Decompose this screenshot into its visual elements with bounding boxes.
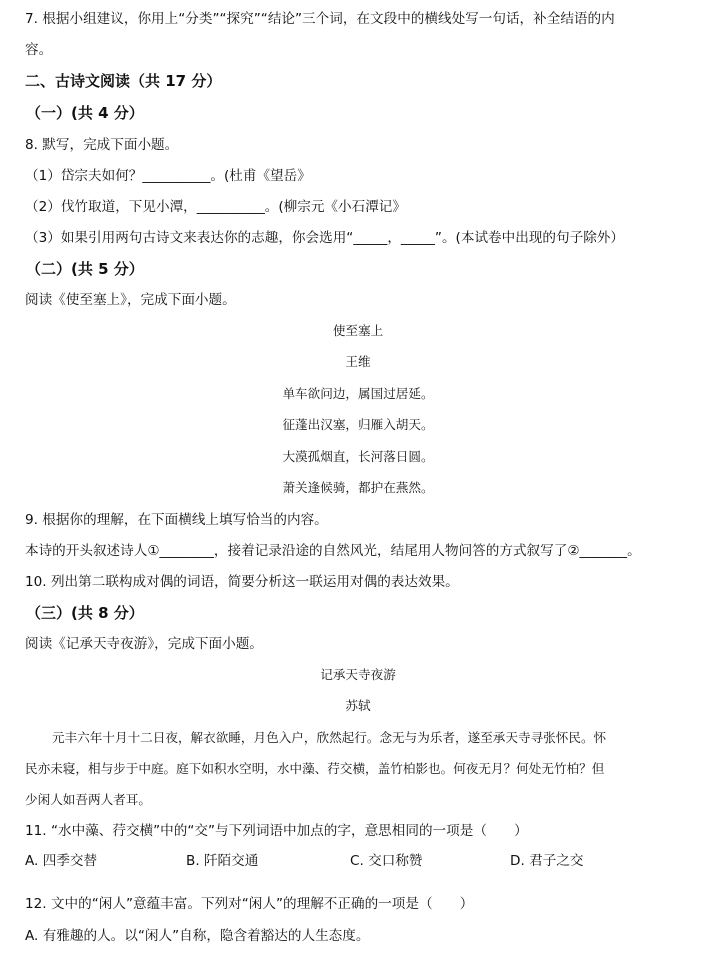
essay-author: 苏轼 [345, 698, 371, 713]
q7-line-1: 7. 根据小组建议，你用上“分类”“探究”“结论”三个词，在文段中的横线处写一句话，补全结语的内 [25, 11, 615, 27]
section-2-title: 二、古诗文阅读（共 17 分） [25, 72, 222, 90]
q11-option-b[interactable]: B. 阡陌交通 [186, 853, 259, 869]
q8-prompt: 8. 默写，完成下面小题。 [25, 137, 179, 153]
poem-author: 王维 [345, 354, 371, 369]
q12-option-a[interactable]: A. 有雅趣的人。以“闲人”自称，隐含着豁达的人生态度。 [25, 928, 370, 944]
part-3-intro: 阅读《记承天寺夜游》，完成下面小题。 [25, 636, 263, 652]
poem-title: 使至塞上 [332, 323, 384, 338]
q11-option-c[interactable]: C. 交口称赞 [350, 853, 423, 869]
q11-option-a[interactable]: A. 四季交替 [25, 853, 98, 869]
essay-line-2: 民亦未寝，相与步于中庭。庭下如积水空明，水中藻、荇交横，盖竹柏影也。何夜无月？何处无竹柏？但 [25, 761, 605, 776]
q11-option-d[interactable]: D. 君子之交 [510, 853, 584, 869]
poem-line-4: 萧关逢候骑，都护在燕然。 [282, 480, 434, 495]
part-2-title: （二）(共 5 分） [26, 260, 144, 278]
essay-title: 记承天寺夜游 [320, 667, 396, 682]
poem-line-1: 单车欲问边，属国过居延。 [282, 386, 434, 401]
q9-prompt: 9. 根据你的理解，在下面横线上填写恰当的内容。 [25, 512, 328, 528]
q11-prompt: 11. “水中藻、荇交横”中的“交”与下列词语中加点的字，意思相同的一项是（ ） [25, 823, 528, 839]
part-2-intro: 阅读《使至塞上》，完成下面小题。 [25, 292, 236, 308]
essay-line-3: 少闲人如吾两人者耳。 [25, 792, 151, 807]
q7-line-2: 容。 [25, 42, 53, 58]
essay-line-1: 元丰六年十月十二日夜，解衣欲睡，月色入户，欣然起行。念无与为乐者，遂至承天寺寻张怀民。怀 [52, 730, 607, 745]
poem-line-3: 大漠孤烟直，长河落日圆。 [282, 449, 434, 464]
q10-prompt: 10. 列出第二联构成对偶的词语，简要分析这一联运用对偶的表达效果。 [25, 574, 459, 590]
part-3-title: （三）(共 8 分） [26, 604, 144, 622]
poem-line-2: 征蓬出汉塞，归雁入胡天。 [282, 417, 434, 432]
q8-item-3: （3）如果引用两句古诗文来表达你的志趣，你会选用“_____，_____”。(本试卷中出现的句子除外） [25, 230, 624, 246]
q12-prompt: 12. 文中的“闲人”意蕴丰富。下列对“闲人”的理解不正确的一项是（ ） [25, 896, 474, 912]
q8-item-2: （2）伐竹取道，下见小潭，__________。(柳宗元《小石潭记》 [25, 199, 406, 215]
q8-item-1: （1）岱宗夫如何？__________。(杜甫《望岳》 [25, 168, 311, 184]
q9-text: 本诗的开头叙述诗人①________，接着记录沿途的自然风光，结尾用人物问答的方式叙写了②_______。 [25, 543, 641, 559]
part-1-title: （一）(共 4 分） [26, 104, 144, 122]
